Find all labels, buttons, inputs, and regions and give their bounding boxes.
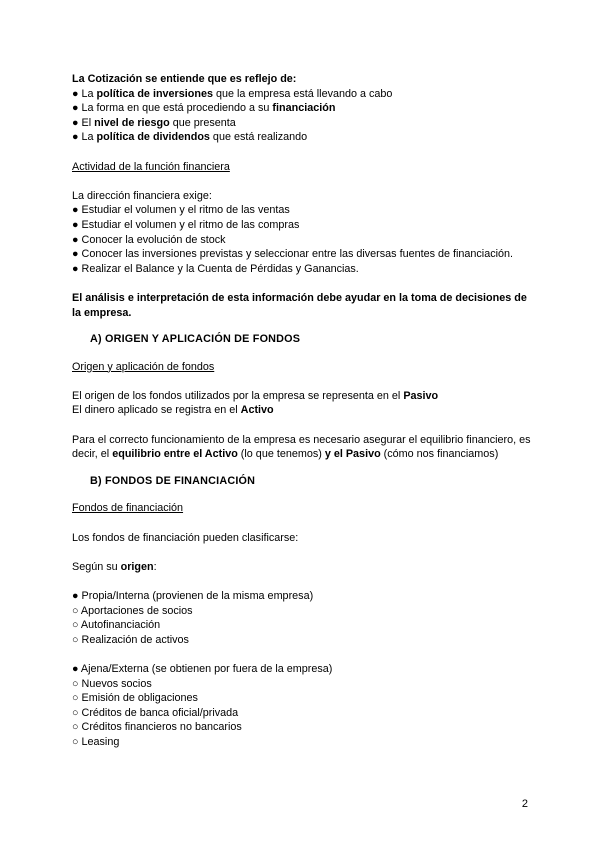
list-item: ● Ajena/Externa (se obtienen por fuera de la empresa) <box>72 662 333 675</box>
list-item: ● Conocer las inversiones previstas y seleccionar entre las diversas fuentes de financiación. <box>72 248 514 261</box>
section-b-intro: Los fondos de financiación pueden clasificarse: <box>72 531 299 544</box>
cotizacion-title: La Cotización se entiende que es reflejo de: <box>72 73 297 85</box>
list-item: ● Estudiar el volumen y el ritmo de las compras <box>72 218 300 231</box>
section-a-subtitle: Origen y aplicación de fondos <box>72 360 215 373</box>
actividad-list <box>72 203 532 276</box>
list-item: ● La política de inversiones que la empresa está llevando a cabo <box>72 87 393 100</box>
equilibrium-paragraph: Para el correcto funcionamiento de la empresa es necesario asegurar el equilibrio financiero, es decir, el equilibrio entre el Activo (lo que tenemos) y el Pasivo (cómo nos financiamos) <box>72 433 531 461</box>
list-item: ○ Autofinanciación <box>72 619 161 632</box>
list-item: ● Conocer la evolución de stock <box>72 233 226 246</box>
list-item: ○ Aportaciones de socios <box>72 604 193 617</box>
origin-line: El origen de los fondos utilizados por la empresa se representa en el Pasivo <box>72 389 439 402</box>
list-item: ● La forma en que está procediendo a su financiación <box>72 102 336 115</box>
section-b-subtitle: Fondos de financiación <box>72 502 184 515</box>
actividad-conclusion: El análisis e interpretación de esta información debe ayudar en la toma de decisiones de la empresa. <box>72 291 527 319</box>
actividad-title: Actividad de la función financiera <box>72 160 230 173</box>
section-b-heading: B) FONDOS DE FINANCIACIÓN <box>90 474 256 487</box>
page-content <box>72 72 532 750</box>
list-item: ○ Leasing <box>72 735 120 748</box>
list-item: ● El nivel de riesgo que presenta <box>72 116 236 129</box>
section-a-heading: A) ORIGEN Y APLICACIÓN DE FONDOS <box>90 333 301 346</box>
list-item: ● Propia/Interna (provienen de la misma empresa) <box>72 590 314 602</box>
list-item: ○ Créditos de banca oficial/privada <box>72 706 239 719</box>
list-item: ○ Emisión de obligaciones <box>72 692 198 705</box>
list-item: ○ Nuevos socios <box>72 677 152 690</box>
list-item: ○ Realización de activos <box>72 633 189 646</box>
origin-classification: Según su origen: <box>72 560 157 573</box>
list-item: ● Estudiar el volumen y el ritmo de las ventas <box>72 204 290 217</box>
applied-line: El dinero aplicado se registra en el Activo <box>72 404 274 417</box>
list-item: ○ Créditos financieros no bancarios <box>72 721 242 734</box>
page-number: 2 <box>521 798 528 810</box>
internal-funding-list <box>72 589 532 647</box>
list-item: ● Realizar el Balance y la Cuenta de Pérdidas y Ganancias. <box>72 262 359 275</box>
list-item: ● La política de dividendos que está realizando <box>72 131 308 144</box>
external-funding-list <box>72 662 532 750</box>
cotizacion-list <box>72 87 532 145</box>
actividad-intro: La dirección financiera exige: <box>72 189 212 202</box>
